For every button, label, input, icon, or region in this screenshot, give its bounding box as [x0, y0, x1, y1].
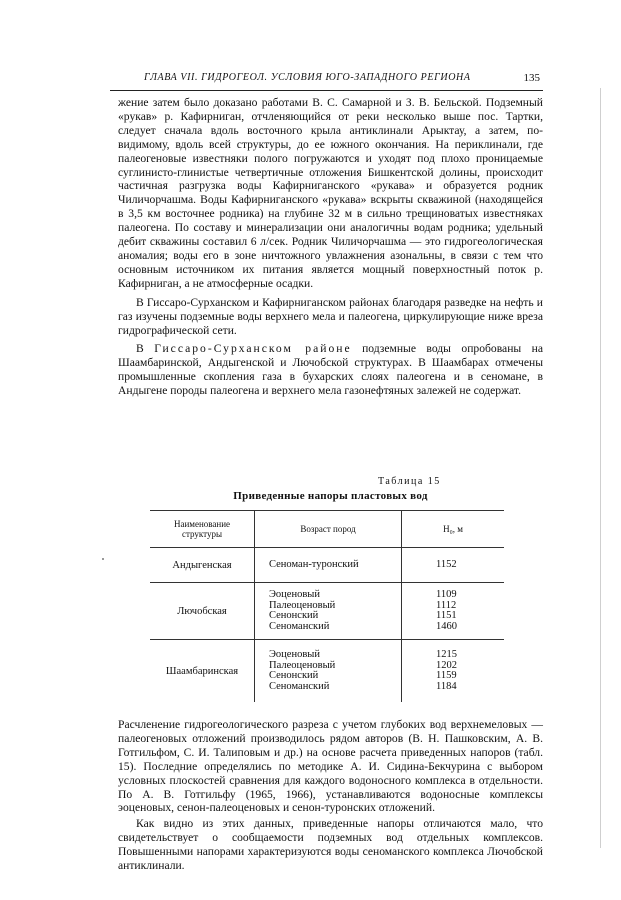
- age-value: Сеноманский: [269, 680, 330, 692]
- page-number: 135: [523, 72, 540, 84]
- region-name-spaced: Гиссаро-Сурханском районе: [154, 342, 352, 356]
- age-cell: [255, 583, 402, 640]
- age-value: Сенонский: [269, 610, 319, 621]
- structure-cell: Андыгенская: [150, 548, 255, 583]
- text-block-lower: [118, 718, 543, 873]
- table-row: [150, 640, 504, 703]
- table-header-row: [150, 511, 504, 548]
- head-cell: [402, 583, 505, 640]
- col-header-age: Возраст пород: [255, 511, 402, 548]
- head-value: 1109: [436, 589, 457, 600]
- data-table: [150, 510, 504, 702]
- table-row: [150, 548, 504, 583]
- head-value: 1184: [436, 680, 457, 692]
- age-value: Палеоценовый: [269, 599, 336, 611]
- header-rule: [110, 90, 543, 91]
- age-cell: [255, 548, 402, 583]
- paragraph-4: Расчленение гидрогеологического разреза с учетом глубоких вод верхнемеловых — палеогеновых отложений производилось рядом авторов (В. Н. Пашковским, А. В. Готгильфом, С. И. Талиповым и др.) на основе расчета приведенных напоров (табл. 15). Последние определялись по методике А. И. Сидина-Бекчурина с выбором условных плоскостей сравнения для каждого водоносного комплекса в отдельности. По А. В. Готгильфу (1965, 1966), устанавливаются водоносные комплексы эоценовых, сенон-палеоценовых и сенон-туронских отложений.: [118, 718, 543, 815]
- structure-cell: Шаамбаринская: [165, 665, 239, 677]
- head-value: 1202: [436, 659, 457, 671]
- chapter-title: ГЛАВА VII. ГИДРОГЕОЛ. УСЛОВИЯ ЮГО-ЗАПАДНОГО РЕГИОНА: [144, 72, 471, 83]
- age-value: Эоценовый: [269, 589, 320, 600]
- text-block-upper: [118, 96, 543, 398]
- table-row: [150, 583, 504, 640]
- age-value: Сеноманский: [269, 620, 330, 632]
- page-edge-line: [600, 88, 601, 848]
- age-value: Эоценовый: [269, 649, 320, 660]
- head-value: 1215: [436, 649, 457, 660]
- paragraph-3: [118, 342, 543, 398]
- paragraph-1: жение затем было доказано работами В. С. Самарной и З. В. Бельской. Подземный «рукав» р. Кафирниган, отчленяющийся от реки несколько выше пос. Тартки, следует сначала вдоль восточного крыла антиклинали Арыктау, а затем, по-видимому, вдоль всей структуры, до ее южного окончания. На периклинали, где палеогеновые известняки полого погружаются и уходят под плохо проницаемые суглинисто-глинистые четвертичные отложения Бишкентской долины, происходит частичная разгрузка воды Кафирниганского «рукава» и образуется родник Чиличорчашма. Воды Кафирниганского «рукава» вскрыты скважиной (находящейся в 3,5 км восточнее родника) на глубине 32 м в сильно трещиноватых известняках палеогена. По составу и минерализации они аналогичны водам родника; удельный дебит скважины составил 6 л/сек. Родник Чиличорчашма — это гидрогеологическая аномалия; воды его в зоне ничтожного увлажнения азональны, в связи с тем что основным источником их питания является мощный поверхностный поток р. Кафирниган, а не атмосферные осадки.: [118, 96, 543, 290]
- age-cell: [255, 640, 402, 703]
- running-header: [110, 72, 540, 88]
- paragraph-5: Как видно из этих данных, приведенные напоры отличаются мало, что свидетельствует о сообщаемости подземных вод отдельных комплексов. Повышенными напорами характеризуются воды сеноманского комплекса Лючобской антиклинали.: [118, 817, 543, 873]
- head-cell: [402, 640, 505, 703]
- table-caption: Таблица 15: [378, 476, 441, 487]
- col-header-head: H₀, м: [402, 511, 505, 548]
- paragraph-2: В Гиссаро-Сурханском и Кафирниганском районах благодаря разведке на нефть и газ изучены подземные воды верхнего мела и палеогена, циркулирующие ниже вреза гидрографической сети.: [118, 295, 543, 337]
- structure-cell: Лючобская: [150, 583, 255, 640]
- head-value: 1159: [436, 670, 457, 681]
- age-value: Сеноман-туронский: [269, 558, 359, 570]
- paragraph-3-rest: подземные воды опробованы на Шаамбаринской, Андыгенской и Лючобской структурах. В Шаамбарах отмечены промышленные скопления газа в бухарских слоях палеогена и в сеномане, в Андыгене породы палеогена и верхнего мела газонефтяных залежей не содержат.: [118, 342, 543, 398]
- head-value: 1151: [436, 610, 457, 621]
- age-value: Палеоценовый: [269, 659, 336, 671]
- head-value: 1152: [436, 558, 457, 570]
- paragraph-3-lead: В: [136, 342, 144, 356]
- col-header-structure: Наименование структуры: [150, 511, 255, 548]
- print-speck: [102, 558, 104, 560]
- table-title: Приведенные напоры пластовых вод: [233, 490, 428, 502]
- head-cell: [402, 548, 505, 583]
- head-value: 1112: [436, 599, 457, 611]
- head-value: 1460: [436, 620, 457, 632]
- age-value: Сенонский: [269, 670, 319, 681]
